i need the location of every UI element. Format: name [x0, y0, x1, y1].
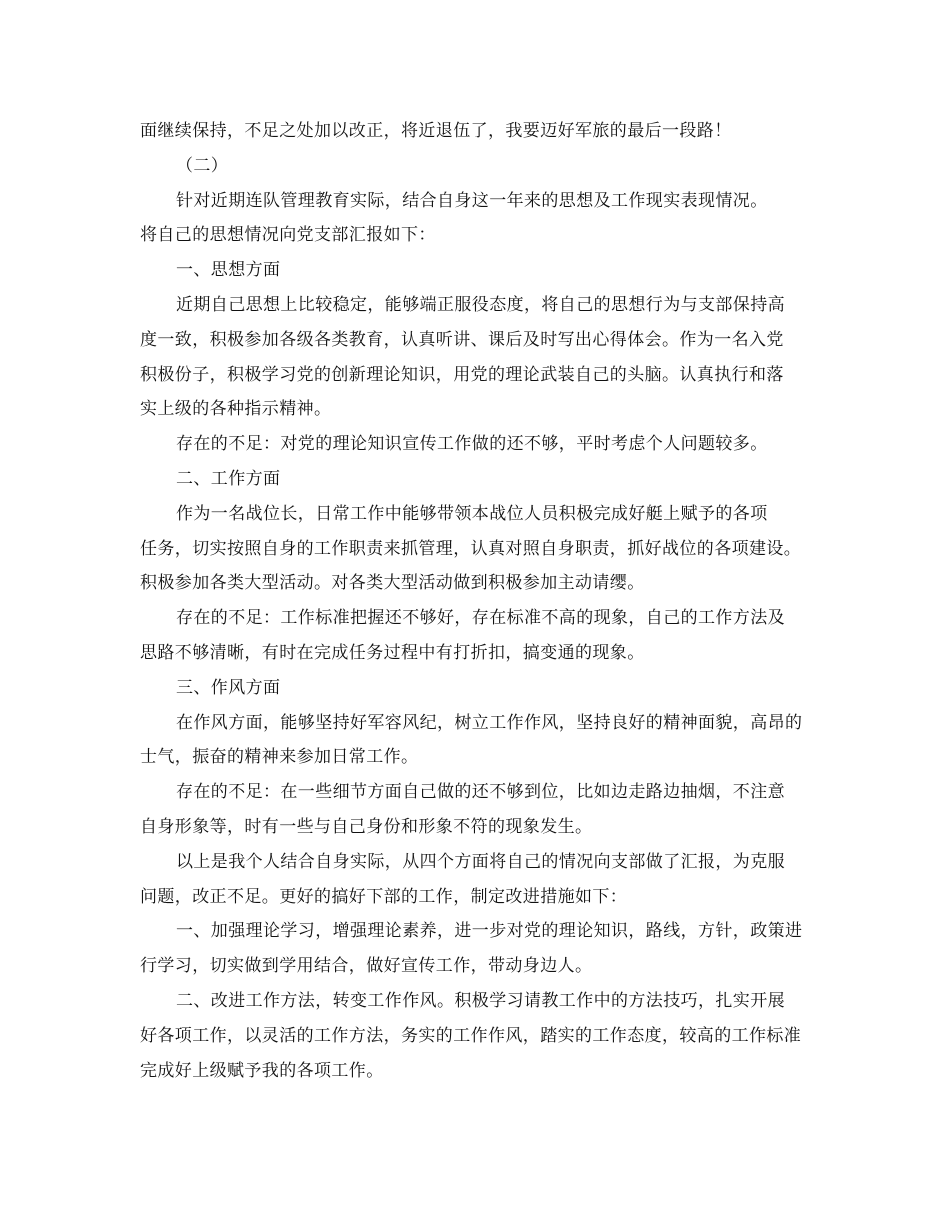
text-line: 存在的不足：工作标准把握还不够好，存在标准不高的现象，自己的工作方法及 — [176, 608, 785, 629]
text-line: 自身形象等，时有一些与自己身份和形象不符的现象发生。 — [140, 816, 593, 837]
document-body — [140, 114, 820, 1088]
text-line: 二、工作方面 — [176, 468, 281, 489]
text-line: 任务，切实按照自身的工作职责来抓管理，认真对照自身职责，抓好战位的各项建设。 — [140, 538, 802, 559]
text-line: 在作风方面，能够坚持好军容风纪，树立工作作风，坚持良好的精神面貌，高昂的 — [176, 712, 803, 733]
text-line: 行学习，切实做到学用结合，做好宣传工作，带动身边人。 — [140, 956, 593, 977]
text-line: 作为一名战位长，日常工作中能够带领本战位人员积极完成好艇上赋予的各项 — [176, 503, 768, 524]
text-line: 士气，振奋的精神来参加日常工作。 — [140, 747, 419, 768]
text-line: 面继续保持，不足之处加以改正，将近退伍了，我要迈好军旅的最后一段路！ — [140, 121, 732, 141]
text-line: 针对近期连队管理教育实际，结合自身这一年来的思想及工作现实表现情况。 — [176, 190, 768, 211]
text-line: 近期自己思想上比较稳定，能够端正服役态度，将自己的思想行为与支部保持高 — [176, 294, 785, 315]
text-line: 存在的不足：在一些细节方面自己做的还不够到位，比如边走路边抽烟，不注意 — [176, 782, 785, 803]
text-line: 三、作风方面 — [176, 677, 281, 698]
text-line: 积极份子，积极学习党的创新理论知识，用党的理论武装自己的头脑。认真执行和落 — [140, 364, 784, 385]
text-line: 以上是我个人结合自身实际，从四个方面将自己的情况向支部做了汇报，为克服 — [176, 851, 785, 872]
text-line: 实上级的各种指示精神。 — [140, 399, 332, 420]
text-line: 一、思想方面 — [176, 260, 281, 281]
text-line: 问题，改正不足。更好的搞好下部的工作，制定改进措施如下： — [140, 886, 628, 907]
text-line: 一、加强理论学习，增强理论素养，进一步对党的理论知识，路线，方针，政策进 — [176, 921, 803, 942]
text-line: 好各项工作，以灵活的工作方法，务实的工作作风，踏实的工作态度，较高的工作标准 — [140, 1025, 802, 1046]
text-line: （二） — [176, 155, 229, 176]
text-line: 二、改进工作方法，转变工作作风。积极学习请教工作中的方法技巧，扎实开展 — [176, 990, 785, 1011]
text-line: 将自己的思想情况向党支部汇报如下： — [140, 225, 436, 246]
text-line: 思路不够清晰，有时在完成任务过程中有打折扣，搞变通的现象。 — [140, 642, 645, 663]
text-line: 存在的不足：对党的理论知识宣传工作做的还不够，平时考虑个人问题较多。 — [176, 434, 768, 455]
text-line: 度一致，积极参加各级各类教育，认真听讲、课后及时写出心得体会。作为一名入党 — [140, 329, 784, 350]
text-line: 积极参加各类大型活动。对各类大型活动做到积极参加主动请缨。 — [140, 573, 645, 594]
text-line: 完成好上级赋予我的各项工作。 — [140, 1060, 384, 1081]
